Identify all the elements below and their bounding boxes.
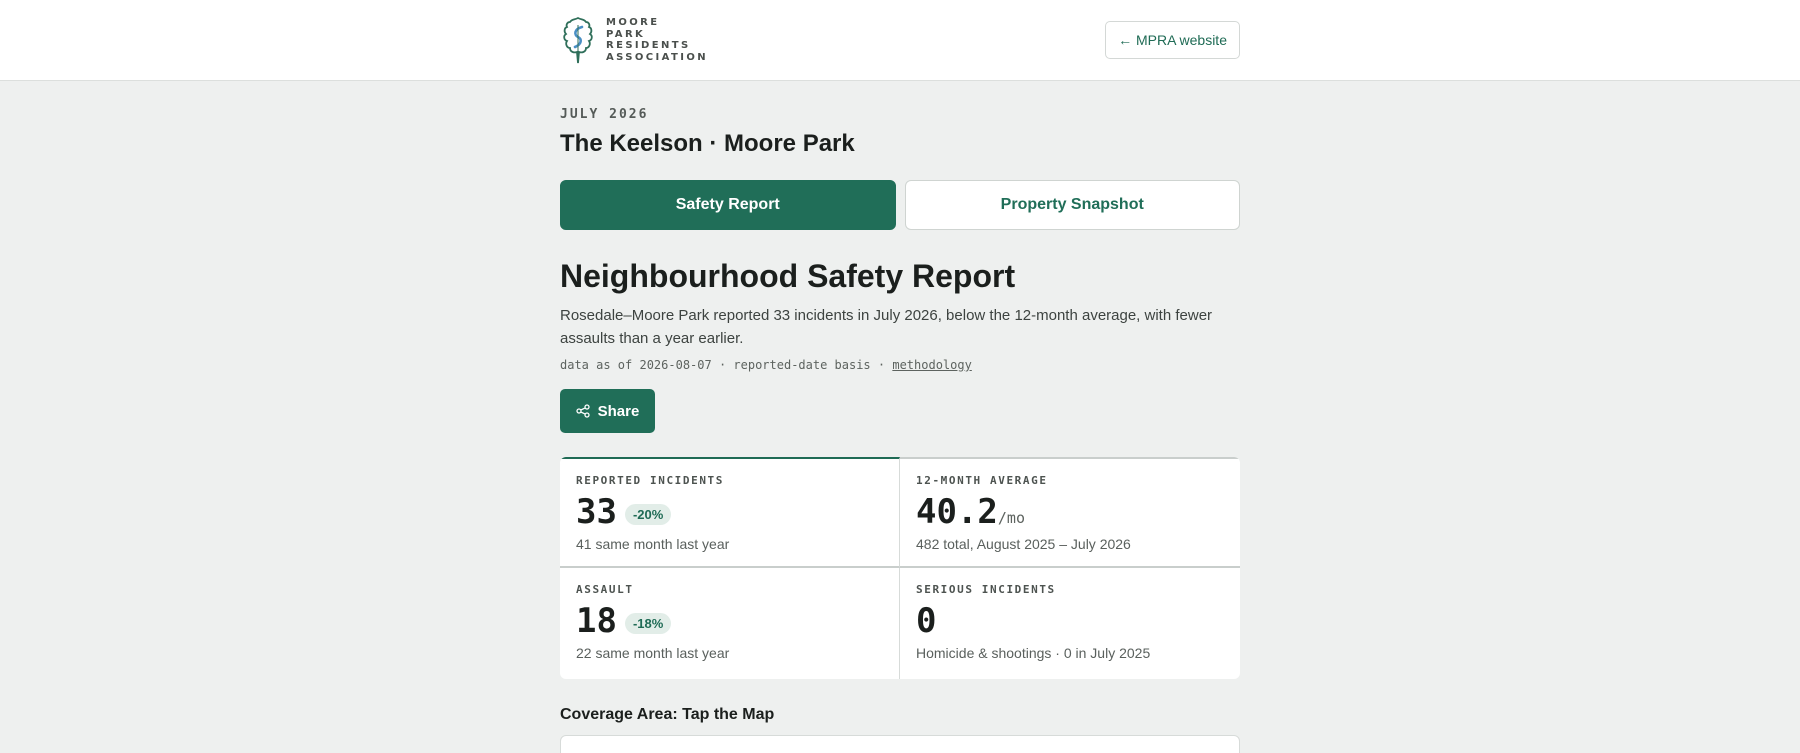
- logo-line: PARK: [606, 28, 646, 40]
- stat-value: 0: [916, 601, 937, 641]
- share-icon: [576, 404, 590, 418]
- page-title: Neighbourhood Safety Report: [560, 258, 1016, 294]
- mpra-website-button[interactable]: ← MPRA website: [1105, 21, 1240, 59]
- change-badge: -20%: [625, 504, 671, 525]
- stat-label: REPORTED INCIDENTS: [576, 474, 725, 487]
- share-button[interactable]: [560, 389, 655, 433]
- logo-line: ASSOCIATION: [606, 51, 709, 63]
- oak-leaf-icon: [560, 15, 596, 65]
- stats-grid: [560, 457, 1240, 679]
- stat-card-serious-incidents: [900, 568, 1240, 679]
- stat-value: 18: [576, 601, 617, 641]
- stat-card-12-month-average: [900, 457, 1240, 568]
- stat-card-assault: [560, 568, 900, 679]
- stat-label: ASSAULT: [576, 583, 634, 596]
- change-badge: -18%: [625, 613, 671, 634]
- top-bar: [0, 0, 1800, 81]
- stat-unit: /mo: [997, 509, 1025, 527]
- coverage-title: Coverage Area: Tap the Map: [560, 706, 775, 723]
- data-meta: [560, 358, 1240, 372]
- coverage-map[interactable]: [560, 735, 1240, 753]
- stat-value: 33: [576, 492, 617, 532]
- tab-safety-report[interactable]: Safety Report: [560, 180, 896, 230]
- stat-label: 12-MONTH AVERAGE: [916, 474, 1048, 487]
- report-tabs: [560, 180, 1240, 230]
- tab-property-snapshot[interactable]: Property Snapshot: [905, 180, 1241, 230]
- main-content: [560, 81, 1240, 753]
- report-month: JULY 2026: [560, 107, 649, 122]
- report-summary: Rosedale–Moore Park reported 33 incidents in July 2026, below the 12-month average, with fewer assaults than a year earlier.: [560, 307, 1213, 347]
- property-name: The Keelson · Moore Park: [560, 130, 855, 157]
- logo-line: MOORE: [606, 17, 660, 28]
- logo-wordmark: [606, 17, 708, 63]
- stat-subtext: 22 same month last year: [576, 645, 730, 661]
- stat-subtext: Homicide & shootings · 0 in July 2025: [916, 645, 1151, 661]
- stat-card-reported-incidents: [560, 457, 900, 568]
- stat-value: 40.2: [916, 492, 998, 532]
- share-label: Share: [597, 402, 640, 420]
- methodology-link[interactable]: methodology: [892, 358, 972, 372]
- stat-subtext: 41 same month last year: [576, 536, 730, 552]
- mpra-logo[interactable]: [560, 15, 708, 65]
- stat-subtext: 482 total, August 2025 – July 2026: [916, 536, 1131, 552]
- logo-line: RESIDENTS: [606, 40, 691, 51]
- stat-label: SERIOUS INCIDENTS: [916, 583, 1056, 596]
- meta-text: data as of 2026-08-07 · reported-date basis ·: [560, 358, 893, 372]
